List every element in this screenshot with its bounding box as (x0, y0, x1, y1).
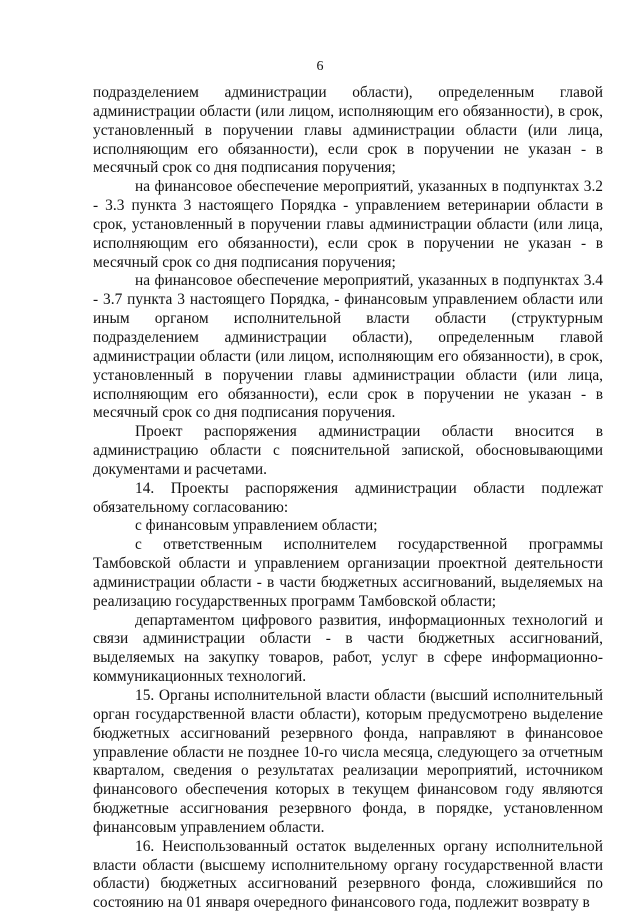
page-number: 6 (316, 59, 324, 74)
document-body (93, 84, 603, 913)
paragraph: подразделением администрации области), определенным главой администрации области (или лицом, исполняющим его обязанности), в срок, установленный в поручении главы администрации области (или лица, исполняющим его обязанности), если срок в поручении не указан - в месячный срок со дня подписания поручения; (93, 84, 603, 177)
paragraph: департаментом цифрового развития, информационных технологий и связи администрации области - в части бюджетных ассигнований, выделяемых на закупку товаров, работ, услуг в сфере информационно-коммуникационных технологий. (93, 611, 603, 686)
paragraph: с финансовым управлением области; (135, 517, 378, 535)
paragraph: на финансовое обеспечение мероприятий, указанных в подпунктах 3.2 - 3.3 пункта 3 настоящего Порядка - управлением ветеринарии области в срок, установленный в поручении главы администрации области (или лица, исполняющим его обязанности), если срок в поручении не указан - в месячный срок со дня подписания поручения; (93, 178, 603, 271)
paragraph: с ответственным исполнителем государственной программы Тамбовской области и управлением организации проектной деятельности администрации области - в части бюджетных ассигнований, выделяемых на реализацию государственных программ Тамбовской области; (93, 536, 603, 610)
paragraph: 16. Неиспользованный остаток выделенных органу исполнительной власти области (высшему исполнительному органу государственной власти области) бюджетных ассигнований резервного фонда, сложившийся по состоянию на 01 января очередного финансового года, подлежит возврату в (93, 837, 603, 912)
paragraph: Проект распоряжения администрации области вносится в администрацию области с пояснительной запиской, обосновывающими документами и расчетами. (93, 423, 603, 478)
paragraph: на финансовое обеспечение мероприятий, указанных в подпунктах 3.4 - 3.7 пункта 3 настоящего Порядка, - финансовым управлением области или иным органом исполнительной власти области (структурным подразделением администрации области), определенным главой администрации области (или лицом, исполняющим его обязанности), в срок, установленный в поручении главы администрации области (или лица, исполняющим его обязанности), если срок в поручении не указан - в месячный срок со дня подписания поручения. (93, 272, 603, 422)
paragraph: 15. Органы исполнительной власти области (высший исполнительный орган государственной власти области), которым предусмотрено выделение бюджетных ассигнований резервного фонда, направляют в финансовое управление области не позднее 10-го числа месяца, следующего за отчетным кварталом, сведения о результатах реализации мероприятий, источником финансового обеспечения которых в текущем финансовом году являются бюджетные ассигнования резервного фонда, в порядке, установленном финансовым управлением области. (93, 687, 603, 836)
paragraph: 14. Проекты распоряжения администрации области подлежат обязательному согласованию: (93, 479, 603, 516)
